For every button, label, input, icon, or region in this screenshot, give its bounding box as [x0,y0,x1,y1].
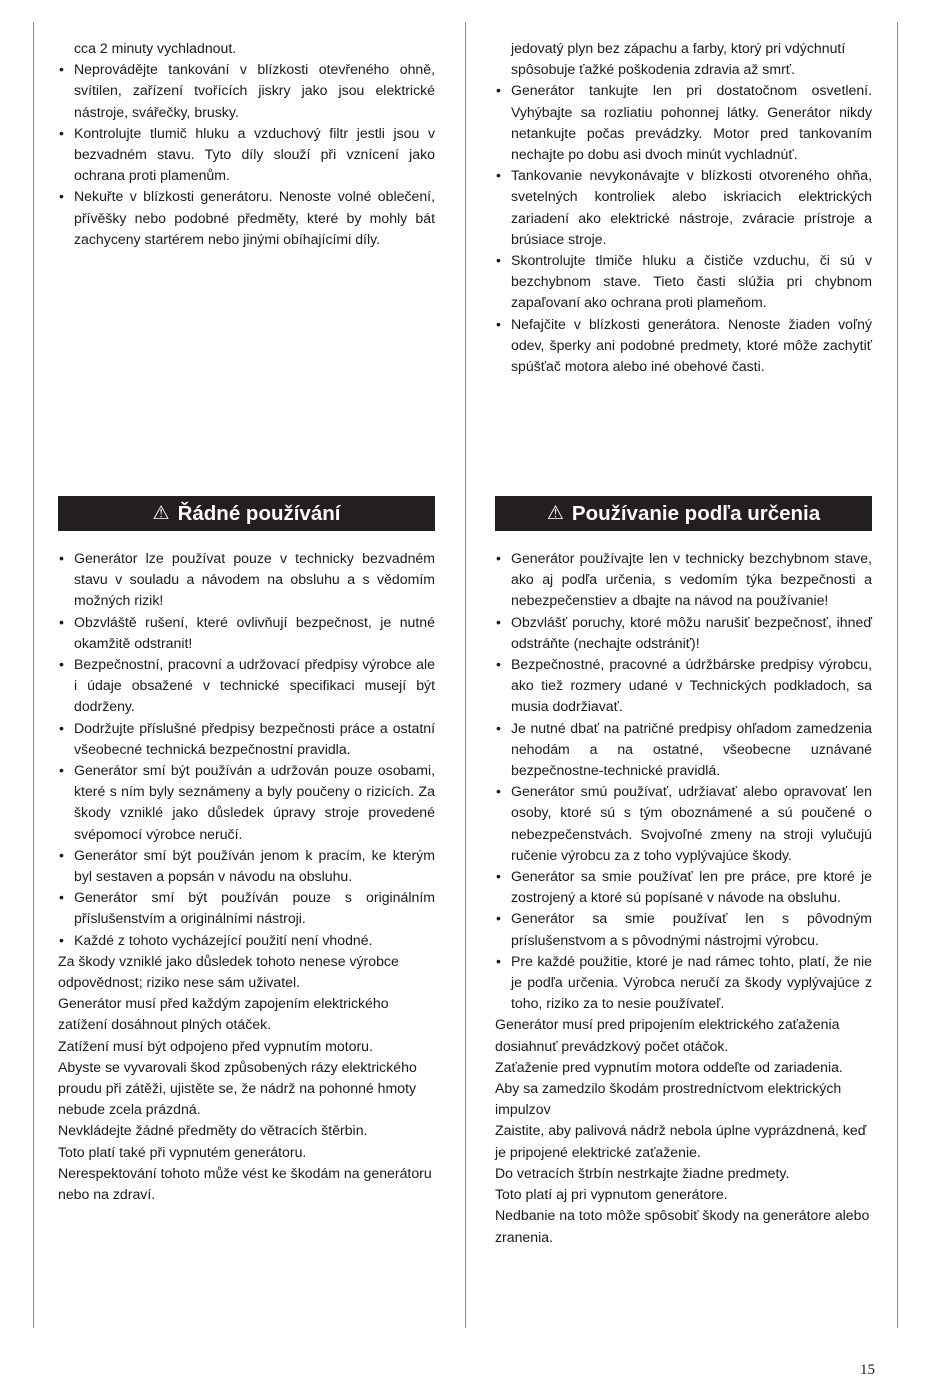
paragraph: Do vetracích štrbín nestrkajte žiadne predmety. [495,1164,790,1181]
paragraph: Toto platí také při vypnutém generátoru. [58,1143,307,1160]
list-item: • Nekuřte v blízkosti generátoru. Nenoste volné oblečení, přívěšky nebo podobné předměty, které by mohly bát zachyceny startérem nebo jinými obíhajícími díly. [58,186,435,250]
continuation-text: jedovatý plyn bez zápachu a farby, ktorý pri vdýchnutí spôsobuje ťažké poškodenia zdravia až smrť. [511,40,846,78]
list-item: • Generátor smí být používán a udržován pouze osobami, které s ním byly seznámeny a byly poučeny o rizicích. Za škody vzniklé jako důsledek úpravy stroje provedené svépomocí výrobce neručí. [58,760,435,845]
top-left-column [58,38,435,250]
section-heading-sk [495,496,872,531]
list-item: • Bezpečnostné, pracovné a údržbárske predpisy výrobcu, ako tiež rozmery udané v Technických podkladoch, sa musia dodržiavať. [495,654,872,718]
margin-line-right [897,22,898,1328]
list-item: • Obzvlášť poruchy, ktoré môžu narušiť bezpečnosť, ihneď odstráňte (nechajte odstrániť)! [495,612,872,654]
paragraph: Za škody vzniklé jako důsledek tohoto nenese výrobce odpovědnost; riziko nese sám uživatel. [58,952,399,991]
left-section-body [58,548,435,1205]
list-item: • Je nutné dbať na patričné predpisy ohľadom zamedzenia nehodám a na ostatné, všeobecne uznávané bezpečnostne-technické pravidlá. [495,718,872,782]
list-item: • Tankovanie nevykonávajte v blízkosti otvoreného ohňa, svetelných kontroliek alebo iskriacich elektrických zariadení ako elektrické nástroje, zváracie prístroje a brúsiace stroje. [495,165,872,250]
bullet-list [58,548,435,951]
warning-icon: ⚠ [152,503,170,524]
list-item: • Generátor tankujte len pri dostatočnom osvetlení. Vyhýbajte sa rozliatiu pohonnej látky. Generátor nikdy netankujte počas prevádzky. Motor pred tankovaním nechajte po dobu asi dvoch minút vychladnúť. [495,80,872,165]
paragraph: Zaistite, aby palivová nádrž nebola úplne vyprázdnená, keď je pripojené elektrické zaťaženie. [495,1122,867,1160]
paragraph: Toto platí aj pri vypnutom generátore. [495,1186,728,1203]
paragraph: Nedbanie na toto môže spôsobiť škody na generátore alebo zranenia. [495,1207,870,1245]
bullet-list [495,548,872,1014]
margin-line-left [33,22,34,1328]
section-heading-cs [58,496,435,531]
list-item: • Pre každé použitie, ktoré je nad rámec tohto, platí, že nie je podľa určenia. Výrobca neručí za škody vyplývajúce z toho, riziko za to nesie používateľ. [495,951,872,1015]
paragraph: Generátor musí před každým zapojením elektrického zatížení dosáhnout plných otáček. [58,995,389,1033]
list-item: • Generátor sa smie používať len s pôvodným príslušenstvom a s pôvodnými nástrojmi výrobcu. [495,908,872,950]
list-item: • Generátor smí být používán pouze s originálním příslušenstvím a originálními nástroji. [58,887,435,929]
list-item: • Obzvláště rušení, které ovlivňují bezpečnost, je nutné okamžitě odstranit! [58,612,435,654]
paragraph: Generátor musí pred pripojením elektrického zaťaženia dosiahnuť prevádzkový počet otáčok. [495,1016,840,1054]
paragraph: Zatížení musí být odpojeno před vypnutím motoru. [58,1037,373,1054]
list-item: • Generátor používajte len v technicky bezchybnom stave, ako aj podľa určenia, s vedomím týka bezpečnosti a nebezpečenstiev a dbajte na návod na používanie! [495,548,872,612]
continuation-text: cca 2 minuty vychladnout. [74,40,237,56]
list-item: • Generátor smí být používán jenom k pracím, ke kterým byl sestaven a popsán v návodu na obsluhu. [58,845,435,887]
list-item: • Skontrolujte tlmiče hluku a čističe vzduchu, či sú v bezchybnom stave. Tieto časti slúžia pri chybnom zapaľovaní ako ochrana proti plameňom. [495,250,872,314]
paragraph: Nevkládejte žádné předměty do větracích štěrbin. [58,1122,368,1139]
paragraph: Aby sa zamedzilo škodám prostredníctvom elektrických impulzov [495,1080,842,1118]
page-number: 15 [860,1362,875,1378]
list-item: • Neprovádějte tankování v blízkosti otevřeného ohně, svítilen, zařízení tvořících jiskry jako jsou elektrické nástroje, svářečky, brusky. [58,59,435,123]
center-divider [465,22,466,1328]
list-item: • Generátor smú používať, udržiavať alebo opravovať len osoby, ktoré sú s tým oboznámené a sú poučené o nebezpečenstvách. Svojvoľné zmeny na stroji vylučujú ručenie výrobcu za z toho vyplývajúce škody. [495,781,872,866]
paragraph: Nerespektování tohoto může vést ke škodám na generátoru nebo na zdraví. [58,1164,432,1203]
list-item: • Dodržujte příslušné předpisy bezpečnosti práce a ostatní všeobecné technická bezpečnostní pravidla. [58,718,435,760]
list-item: • Každé z tohoto vycházející použití není vhodné. [58,930,435,951]
list-item: • Generátor sa smie používať len pre práce, pre ktoré je zostrojený a ktoré sú popísané v návode na obsluhu. [495,866,872,908]
list-item: • Kontrolujte tlumič hluku a vzduchový filtr jestli jsou v bezvadném stavu. Tyto díly slouží při vznícení jako ochrana proti plamenům. [58,123,435,187]
paragraph: Abyste se vyvarovali škod způsobených rázy elektrického proudu při zátěži, ujistěte se, že nádrž na pohonné hmoty nebude zcela prázdná. [58,1058,417,1118]
list-item: • Nefajčite v blízkosti generátora. Nenoste žiaden voľný odev, šperky ani podobné predmety, ktoré môže zachytiť spúšťač motora alebo iné obehové časti. [495,314,872,378]
warning-icon: ⚠ [546,503,564,524]
right-section-body [495,548,872,1248]
section-heading-text: Řádné používání [177,501,341,525]
bullet-list [58,59,435,250]
list-item: • Bezpečnostní, pracovní a udržovací předpisy výrobce ale i údaje obsažené v technické specifikaci musejí být dodrženy. [58,654,435,718]
section-heading-text: Používanie podľa určenia [571,501,821,525]
bullet-list [495,80,872,377]
list-item: • Generátor lze používat pouze v technicky bezvadném stavu v souladu a návodem na obsluhu a s vědomím možných rizik! [58,548,435,612]
top-right-column [495,38,872,377]
paragraph: Zaťaženie pred vypnutím motora oddeľte od zariadenia. [495,1058,843,1075]
